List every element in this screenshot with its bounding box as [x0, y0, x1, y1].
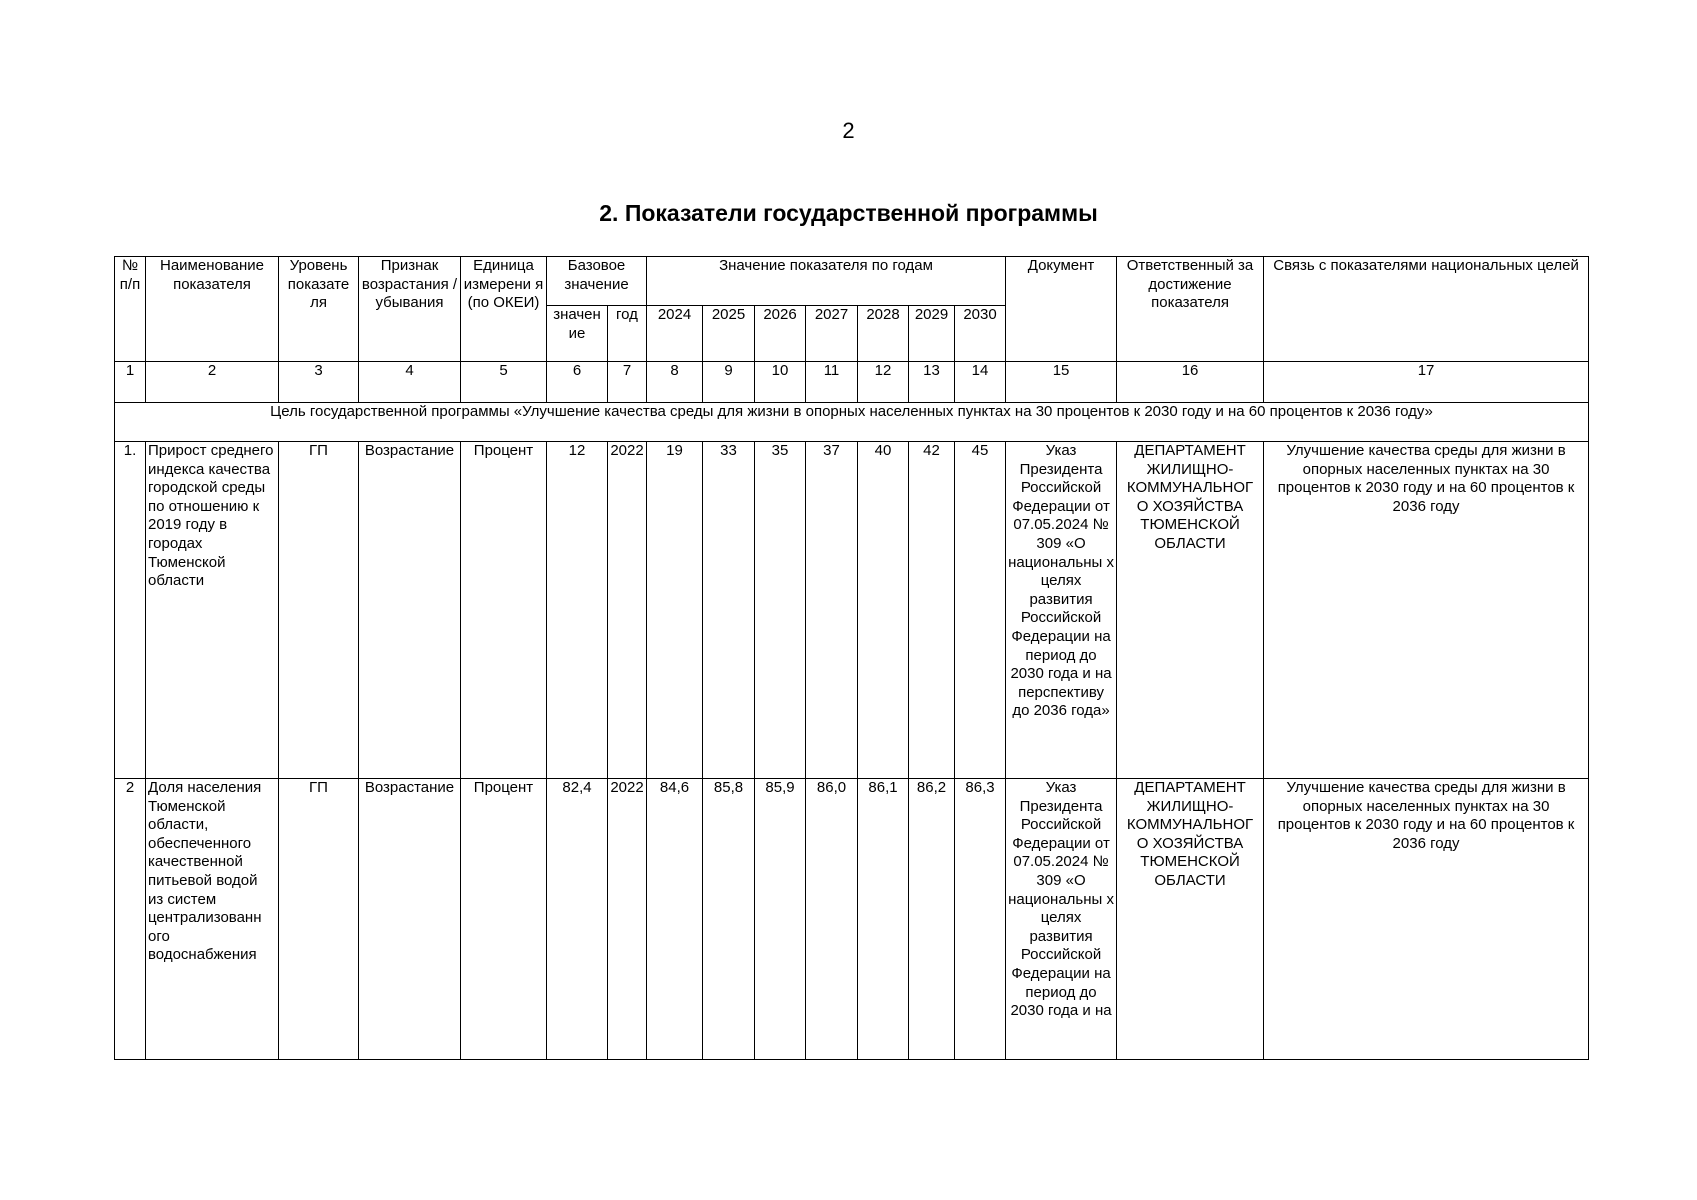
indicator-unit: Процент — [461, 442, 547, 779]
year-value: 37 — [806, 442, 858, 779]
year-value: 33 — [703, 442, 755, 779]
responsible: ДЕПАРТАМЕНТ ЖИЛИЩНО-КОММУНАЛЬНОГ О ХОЗЯЙСТВА ТЮМЕНСКОЙ ОБЛАСТИ — [1117, 442, 1264, 779]
year-value: 85,9 — [755, 779, 806, 1060]
header-year: 2025 — [703, 306, 755, 362]
column-number-row — [115, 362, 1589, 403]
header-year: 2027 — [806, 306, 858, 362]
header-row — [115, 257, 1589, 306]
goal-row — [115, 403, 1589, 442]
header-unit: Единица измерени я (по ОКЕИ) — [461, 257, 547, 362]
column-number: 15 — [1006, 362, 1117, 403]
header-year: 2026 — [755, 306, 806, 362]
column-number: 2 — [146, 362, 279, 403]
program-goal: Цель государственной программы «Улучшение качества среды для жизни в опорных населенных пунктах на 30 процентов к 2030 году и на 60 процентов к 2036 году» — [115, 403, 1589, 442]
column-number: 9 — [703, 362, 755, 403]
column-number: 17 — [1264, 362, 1589, 403]
header-name: Наименование показателя — [146, 257, 279, 362]
year-value: 85,8 — [703, 779, 755, 1060]
header-document: Документ — [1006, 257, 1117, 362]
base-value: 12 — [547, 442, 608, 779]
base-value: 82,4 — [547, 779, 608, 1060]
column-number: 4 — [359, 362, 461, 403]
year-value: 86,1 — [858, 779, 909, 1060]
header-year: 2028 — [858, 306, 909, 362]
year-value: 84,6 — [647, 779, 703, 1060]
indicator-name: Доля населения Тюменской области, обеспеченного качественной питьевой водой из систем централизованн ого водоснабжения — [146, 779, 279, 1060]
header-base-year: год — [608, 306, 647, 362]
page-number: 2 — [842, 118, 855, 143]
year-value: 42 — [909, 442, 955, 779]
year-value: 86,3 — [955, 779, 1006, 1060]
year-value: 45 — [955, 442, 1006, 779]
indicator-trend: Возрастание — [359, 779, 461, 1060]
column-number: 14 — [955, 362, 1006, 403]
table-row — [115, 442, 1589, 779]
indicator-trend: Возрастание — [359, 442, 461, 779]
page-title: 2. Показатели государственной программы — [599, 200, 1098, 226]
column-number: 8 — [647, 362, 703, 403]
year-value: 86,2 — [909, 779, 955, 1060]
column-number: 5 — [461, 362, 547, 403]
responsible: ДЕПАРТАМЕНТ ЖИЛИЩНО-КОММУНАЛЬНОГ О ХОЗЯЙСТВА ТЮМЕНСКОЙ ОБЛАСТИ — [1117, 779, 1264, 1060]
table-row — [115, 779, 1589, 1060]
year-value: 86,0 — [806, 779, 858, 1060]
column-number: 3 — [279, 362, 359, 403]
indicators-table — [114, 256, 1589, 1060]
document: Указ Президента Российской Федерации от 07.05.2024 № 309 «О национальны х целях развития Российской Федерации на период до 2030 года и на перспективу до 2036 года» — [1006, 442, 1117, 779]
header-base: Базовое значение — [547, 257, 647, 306]
column-number: 7 — [608, 362, 647, 403]
year-value: 35 — [755, 442, 806, 779]
row-num: 2 — [115, 779, 146, 1060]
header-num: № п/п — [115, 257, 146, 362]
header-base-value: значен ие — [547, 306, 608, 362]
header-year: 2029 — [909, 306, 955, 362]
national-goal-link: Улучшение качества среды для жизни в опорных населенных пунктах на 30 процентов к 2030 году и на 60 процентов к 2036 году — [1264, 442, 1589, 779]
indicator-name: Прирост среднего индекса качества городской среды по отношению к 2019 году в городах Тюменской области — [146, 442, 279, 779]
column-number: 12 — [858, 362, 909, 403]
indicator-level: ГП — [279, 442, 359, 779]
header-link: Связь с показателями национальных целей — [1264, 257, 1589, 362]
column-number: 6 — [547, 362, 608, 403]
national-goal-link: Улучшение качества среды для жизни в опорных населенных пунктах на 30 процентов к 2030 году и на 60 процентов к 2036 году — [1264, 779, 1589, 1060]
column-number: 13 — [909, 362, 955, 403]
indicator-unit: Процент — [461, 779, 547, 1060]
header-year: 2024 — [647, 306, 703, 362]
year-value: 40 — [858, 442, 909, 779]
header-trend: Признак возрастания / убывания — [359, 257, 461, 362]
header-year: 2030 — [955, 306, 1006, 362]
header-years-group: Значение показателя по годам — [647, 257, 1006, 306]
base-year: 2022 — [608, 442, 647, 779]
header-level: Уровень показате ля — [279, 257, 359, 362]
base-year: 2022 — [608, 779, 647, 1060]
column-number: 11 — [806, 362, 858, 403]
column-number: 16 — [1117, 362, 1264, 403]
indicator-level: ГП — [279, 779, 359, 1060]
header-responsible: Ответственный за достижение показателя — [1117, 257, 1264, 362]
column-number: 1 — [115, 362, 146, 403]
row-num: 1. — [115, 442, 146, 779]
column-number: 10 — [755, 362, 806, 403]
document: Указ Президента Российской Федерации от 07.05.2024 № 309 «О национальны х целях развития Российской Федерации на период до 2030 года и на — [1006, 779, 1117, 1060]
year-value: 19 — [647, 442, 703, 779]
